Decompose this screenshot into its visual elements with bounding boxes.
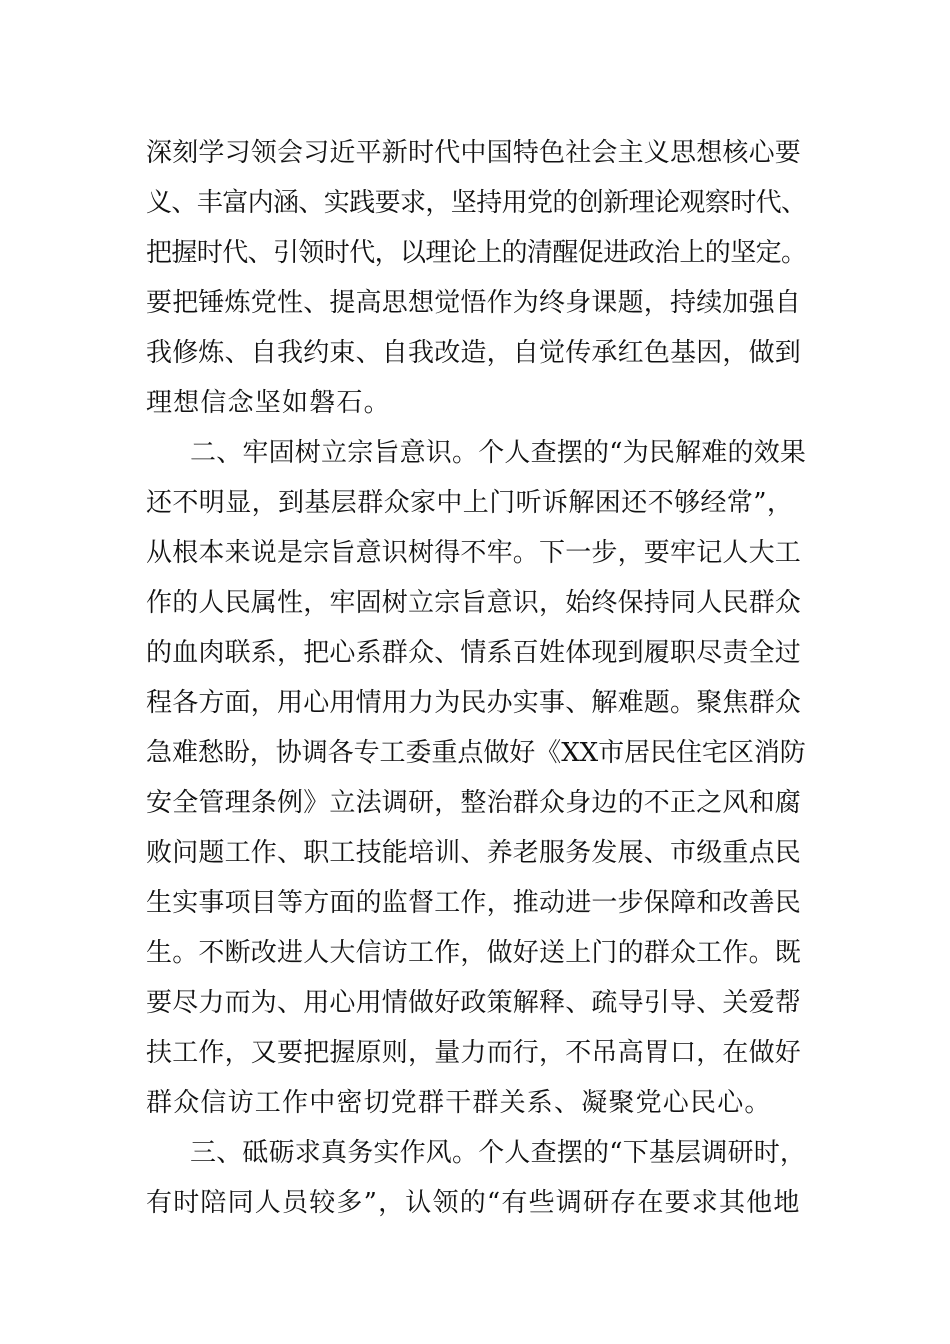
text-line: 作的人民属性，牢固树立宗旨意识，始终保持同人民群众 [146,588,802,618]
text-line: 急难愁盼，协调各专工委重点做好《XX市居民住宅区消防 [146,738,806,768]
text-line: 扶工作，又要把握原则，量力而行，不吊高胃口，在做好 [146,1038,802,1068]
text-line: 败问题工作、职工技能培训、养老服务发展、市级重点民 [146,838,802,868]
text-line: 要把锤炼党性、提高思想觉悟作为终身课题，持续加强自 [146,288,802,318]
paragraph-heading-3: 三、砥砺求真务实作风。个人查摆的“下基层调研时， [190,1138,807,1168]
text-line: 生实事项目等方面的监督工作，推动进一步保障和改善民 [146,888,802,918]
text-line: 还不明显，到基层群众家中上门听诉解困还不够经常”， [146,488,794,518]
text-line: 程各方面，用心用情用力为民办实事、解难题。聚焦群众 [146,688,802,718]
text-line: 的血肉联系，把心系群众、情系百姓体现到履职尽责全过 [146,638,802,668]
text-line: 群众信访工作中密切党群干群关系、凝聚党心民心。 [146,1088,772,1118]
text-line: 义、丰富内涵、实践要求，坚持用党的创新理论观察时代、 [146,188,807,218]
text-line: 生。不断改进人大信访工作，做好送上门的群众工作。既 [146,938,802,968]
text-line: 从根本来说是宗旨意识树得不牢。下一步，要牢记人大工 [146,538,802,568]
body-text [146,128,806,1228]
paragraph-heading-2: 二、牢固树立宗旨意识。个人查摆的“为民解难的效果 [190,438,807,468]
text-line: 安全管理条例》立法调研，整治群众身边的不正之风和腐 [146,788,802,818]
text-line: 把握时代、引领时代，以理论上的清醒促进政治上的坚定。 [146,238,807,268]
text-line: 深刻学习领会习近平新时代中国特色社会主义思想核心要 [146,138,802,168]
text-line: 要尽力而为、用心用情做好政策解释、疏导引导、关爱帮 [146,988,802,1018]
text-line: 理想信念坚如磐石。 [146,388,391,418]
text-line: 我修炼、自我约束、自我改造，自觉传承红色基因，做到 [146,338,802,368]
text-line: 有时陪同人员较多”，认领的“有些调研存在要求其他地 [146,1188,801,1218]
